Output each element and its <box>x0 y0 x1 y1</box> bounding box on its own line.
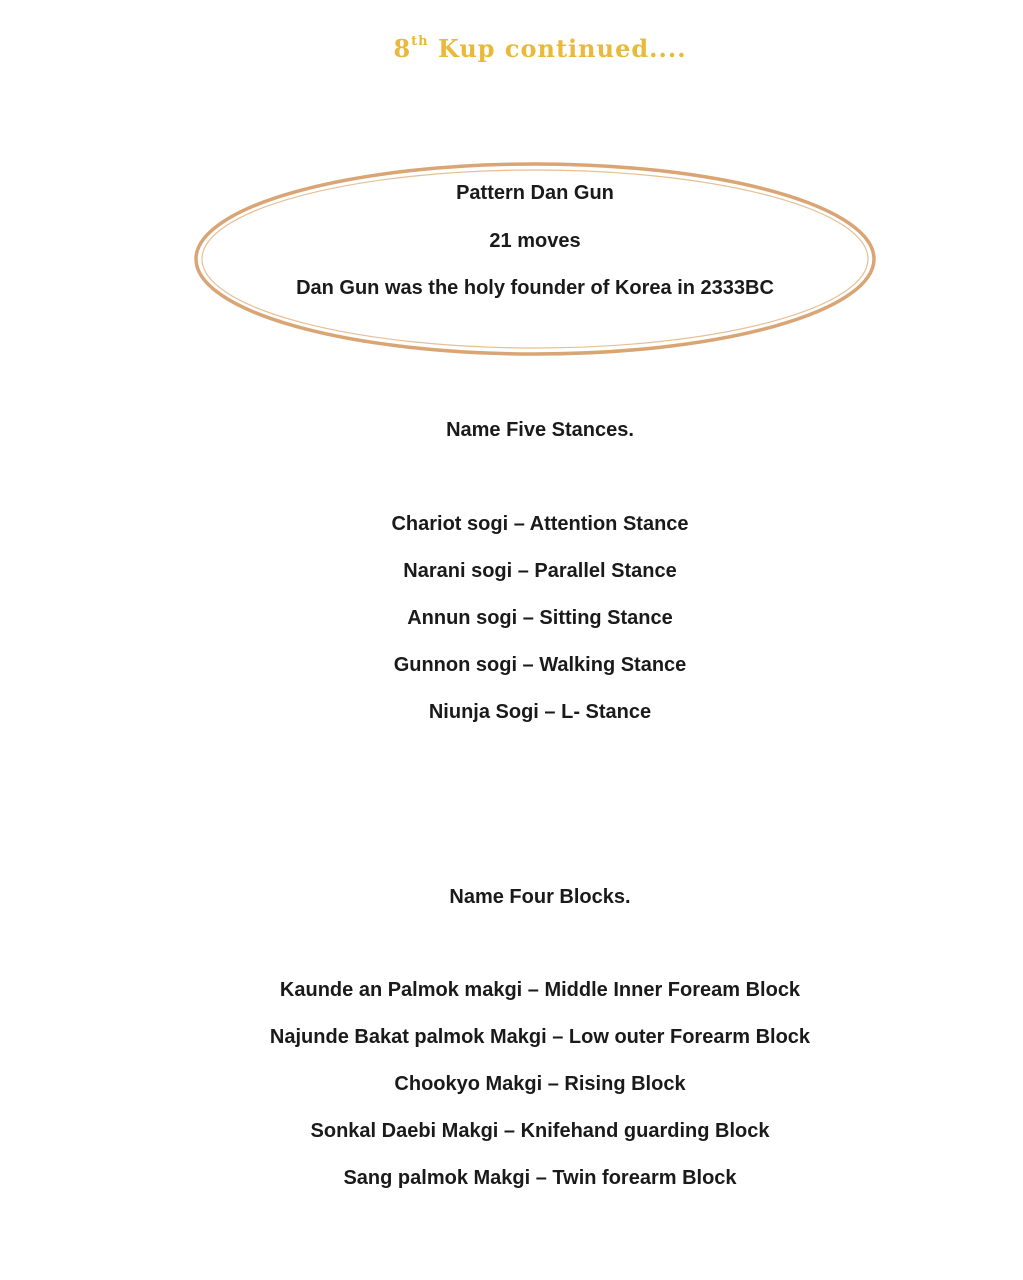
list-item: Sang palmok Makgi – Twin forearm Block <box>343 1167 737 1189</box>
list-item: Annun sogi – Sitting Stance <box>407 607 673 629</box>
stances-list <box>0 512 1023 747</box>
list-item: Kaunde an Palmok makgi – Middle Inner Foream Block <box>279 979 801 1001</box>
heading-number: 8 <box>393 34 412 63</box>
page-heading <box>0 34 1023 63</box>
stances-title: Name Five Stances. <box>446 419 634 441</box>
pattern-info-oval <box>190 158 880 363</box>
heading-superscript: th <box>411 34 429 49</box>
list-item: Niunja Sogi – L- Stance <box>428 701 652 723</box>
list-item: Gunnon sogi – Walking Stance <box>393 654 687 676</box>
list-item: Najunde Bakat palmok Makgi – Low outer Forearm Block <box>269 1026 811 1048</box>
blocks-title: Name Four Blocks. <box>449 886 631 908</box>
heading-text: Kup continued.... <box>428 34 687 63</box>
list-item: Chookyo Makgi – Rising Block <box>394 1073 686 1095</box>
list-item: Narani sogi – Parallel Stance <box>403 560 677 582</box>
list-item: Chariot sogi – Attention Stance <box>391 513 689 535</box>
list-item: Sonkal Daebi Makgi – Knifehand guarding Block <box>310 1120 770 1142</box>
pattern-name: Pattern Dan Gun <box>456 182 614 204</box>
blocks-list <box>0 978 1023 1213</box>
pattern-moves: 21 moves <box>489 230 581 252</box>
pattern-meaning: Dan Gun was the holy founder of Korea in 2333BC <box>296 277 774 299</box>
